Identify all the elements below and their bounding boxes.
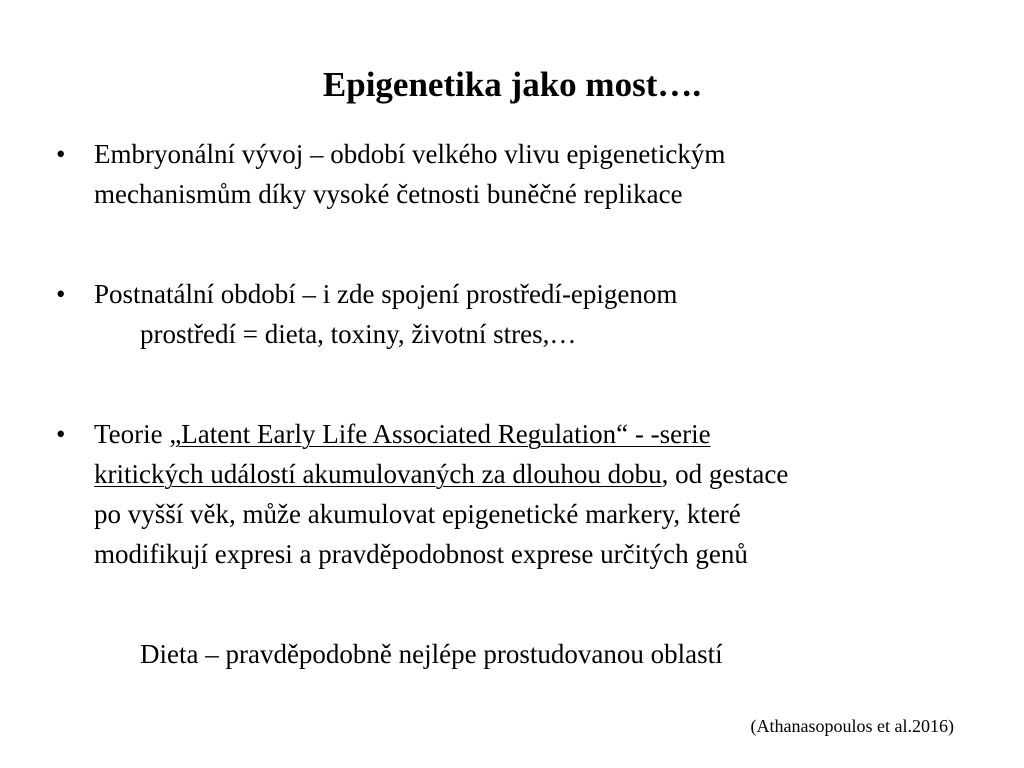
bullet-line: Embryonální vývoj – období velkého vlivu epigenetickým: [94, 139, 726, 169]
bullet-dot-icon: •: [56, 279, 66, 309]
bullet-line: [94, 414, 984, 454]
citation: (Athanasopoulos et al.2016): [750, 716, 954, 736]
closing-statement: Dieta – pravděpodobně nejlépe prostudovanou oblastí: [140, 639, 723, 669]
theory-definition-link: kritických událostí akumulovaných za dlouhou dobu: [94, 459, 662, 489]
slide-title: Epigenetika jako most….: [322, 65, 702, 104]
bullet-item-postnatal: [54, 274, 984, 314]
bullet-item-theory: [54, 414, 984, 574]
bullet-line: [94, 454, 984, 494]
spacer: [54, 214, 984, 274]
bullet-line: po vyšší věk, může akumulovat epigenetické markery, které: [94, 499, 741, 529]
bullet-line: mechanismům díky vysoké četnosti buněčné replikace: [94, 179, 683, 209]
slide-body: [54, 134, 984, 674]
spacer: [54, 574, 984, 634]
spacer: [54, 354, 984, 414]
bullet-line: Postnatální období – i zde spojení prostředí-epigenom: [94, 279, 678, 309]
bullet-dot-icon: •: [56, 139, 66, 169]
bullet-dot-icon: •: [56, 419, 66, 449]
sub-line-environment: prostředí = dieta, toxiny, životní stres,…: [140, 319, 577, 349]
theory-suffix: , od gestace: [661, 459, 789, 489]
bullet-item-embryonal: [54, 134, 984, 214]
bullet-line: modifikují expresi a pravděpodobnost exprese určitých genů: [94, 539, 748, 569]
theory-prefix: Teorie: [94, 419, 170, 449]
theory-name-link: „Latent Early Life Associated Regulation“ - -serie: [169, 419, 711, 449]
